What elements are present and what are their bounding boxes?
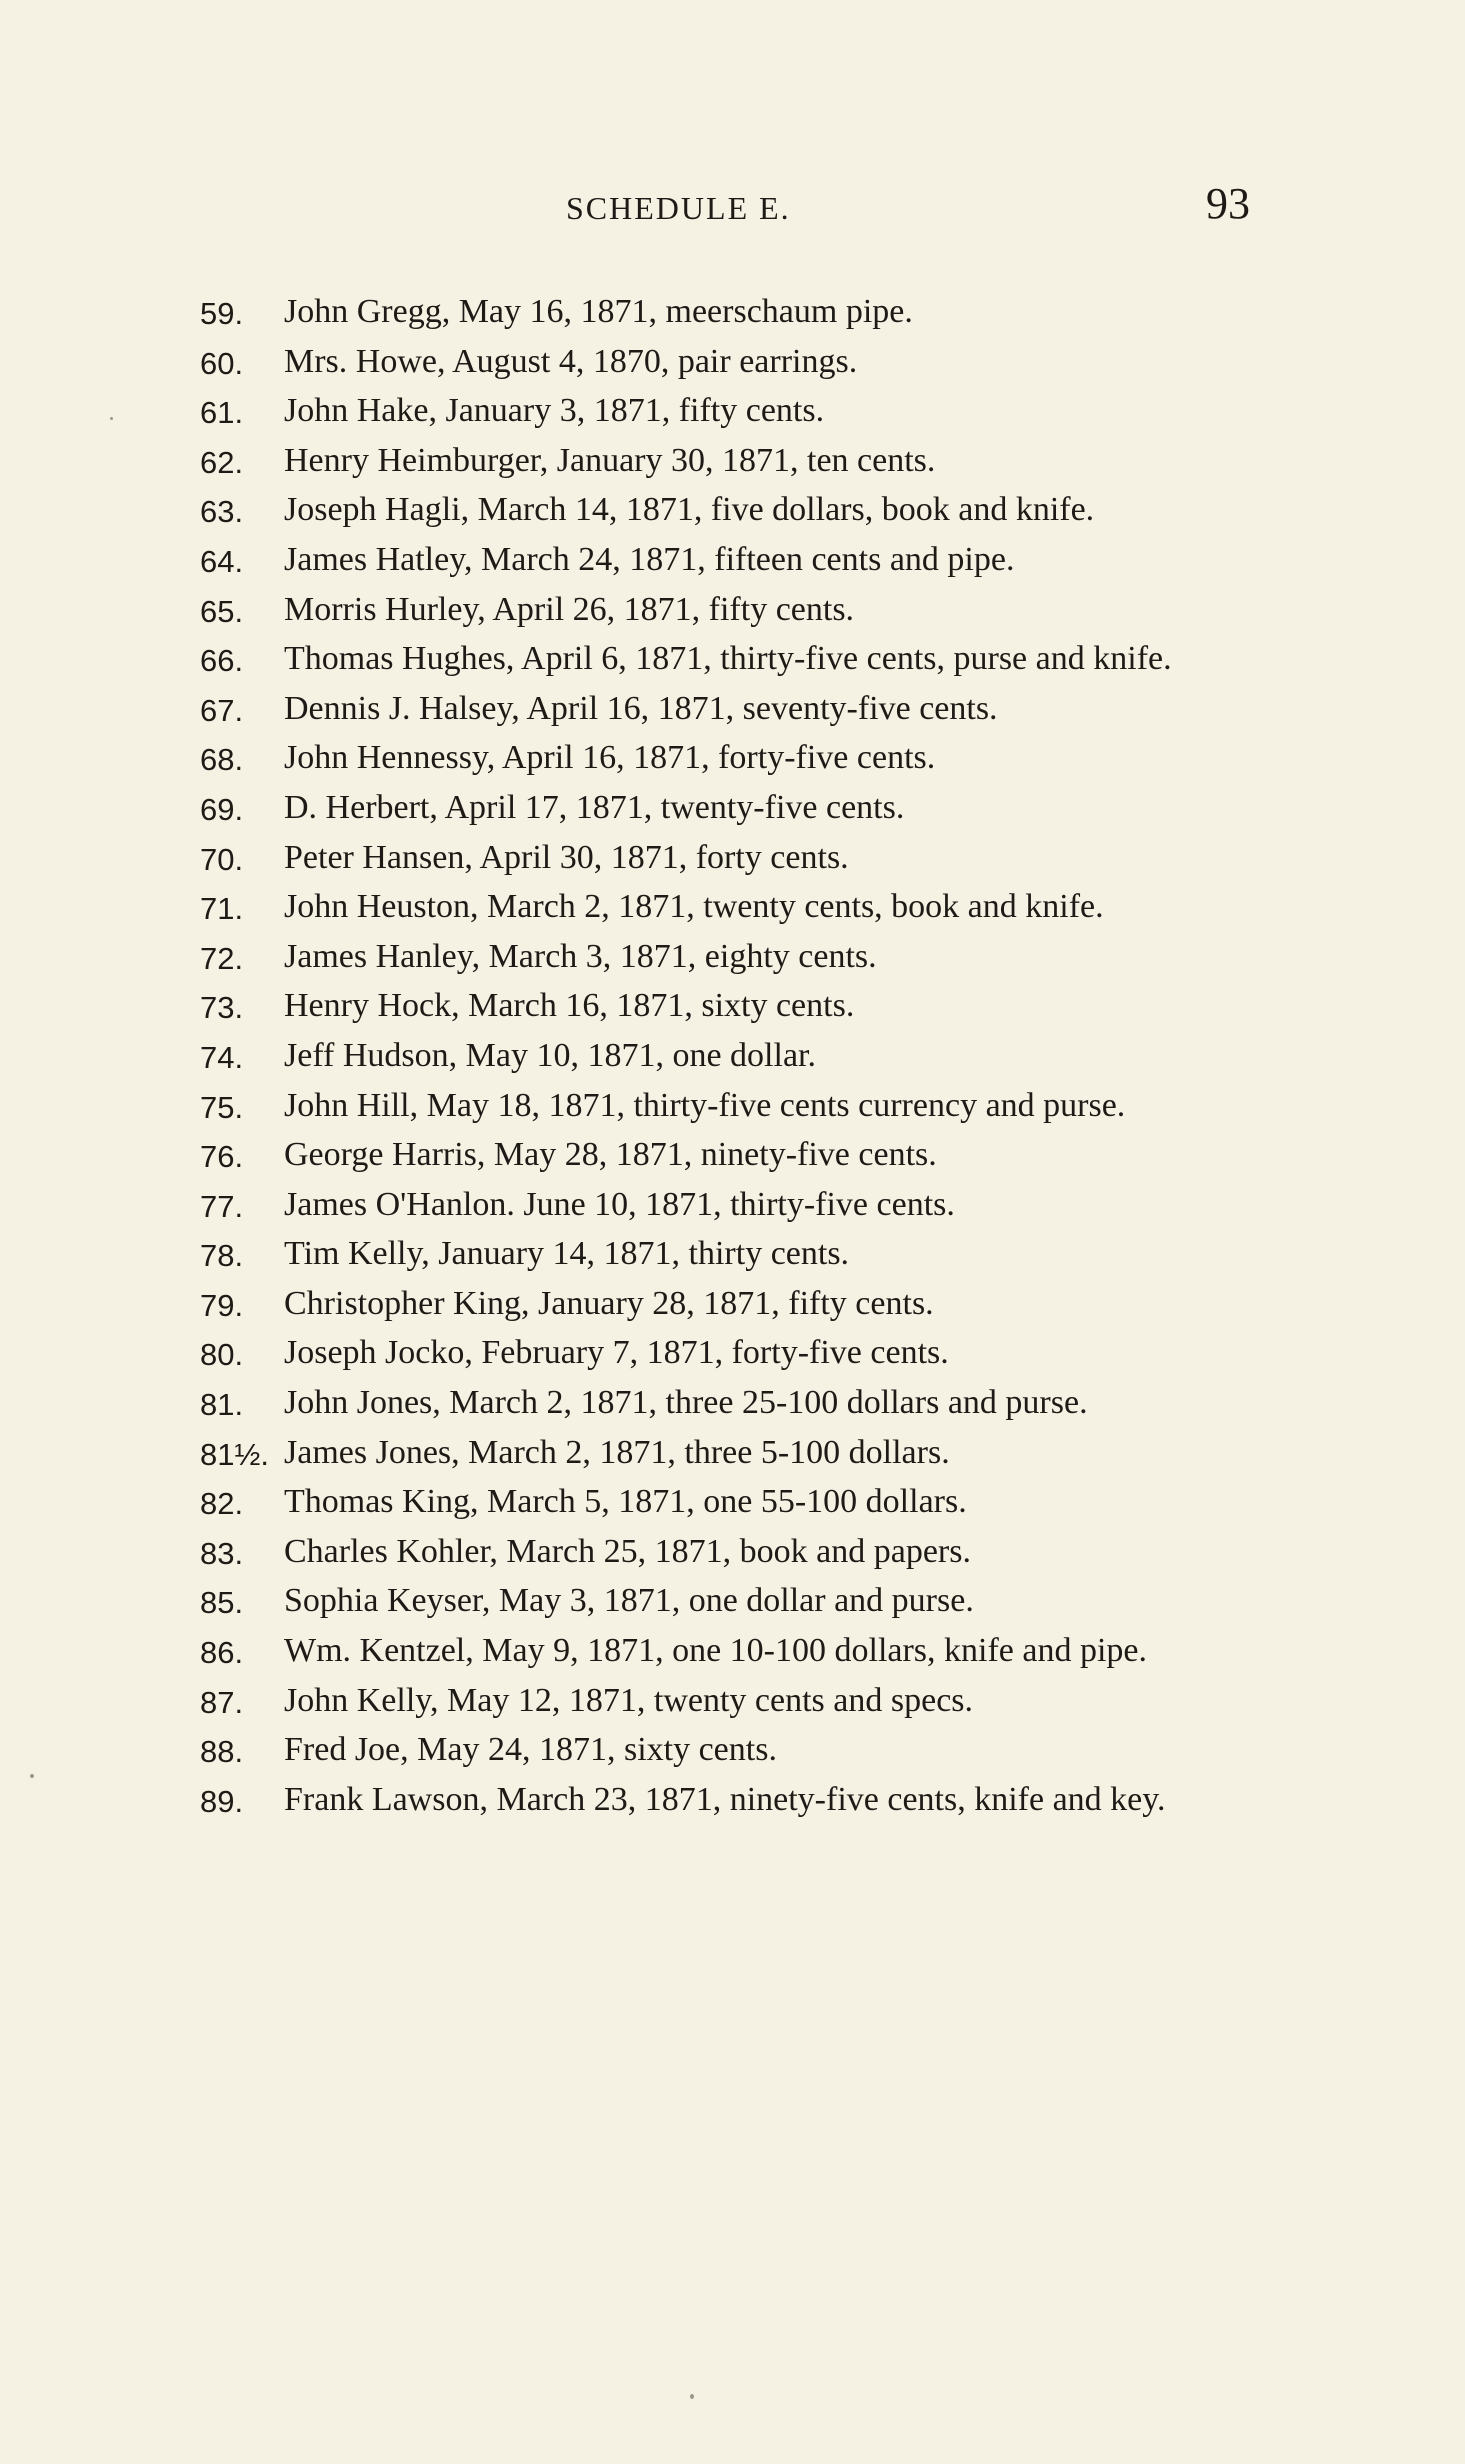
list-item — [200, 784, 1265, 834]
list-item — [200, 982, 1265, 1032]
entry-number: 61. — [200, 395, 244, 431]
entry-number: 77. — [200, 1188, 244, 1224]
entry-text: Christopher King, January 28, 1871, fifty cents. — [284, 1284, 934, 1322]
list-item — [200, 486, 1265, 536]
list-item — [200, 1280, 1265, 1330]
entry-text: Thomas King, March 5, 1871, one 55-100 dollars. — [284, 1483, 967, 1521]
entry-text: D. Herbert, April 17, 1871, twenty-five cents. — [284, 788, 905, 826]
list-item — [200, 635, 1265, 685]
list-item — [200, 1478, 1265, 1528]
list-item — [200, 1627, 1265, 1677]
entry-text: Frank Lawson, March 23, 1871, ninety-five cents, knife and key. — [284, 1780, 1166, 1818]
entry-number: 78. — [200, 1238, 244, 1274]
entry-text: Peter Hansen, April 30, 1871, forty cents. — [284, 838, 849, 876]
page-number: 93 — [1206, 179, 1250, 228]
list-item — [200, 1082, 1265, 1132]
paper-speck — [30, 1774, 34, 1778]
entry-text: Thomas Hughes, April 6, 1871, thirty-five cents, purse and knife. — [284, 640, 1172, 678]
entry-number: 88. — [200, 1734, 244, 1770]
page-header — [200, 178, 1250, 238]
list-item — [200, 1726, 1265, 1776]
entry-text: Joseph Jocko, February 7, 1871, forty-five cents. — [284, 1334, 949, 1372]
list-item — [200, 536, 1265, 586]
entry-number: 69. — [200, 791, 244, 827]
list-item — [200, 1776, 1265, 1826]
entry-number: 67. — [200, 692, 244, 728]
entry-number: 79. — [200, 1287, 244, 1323]
entry-text: Sophia Keyser, May 3, 1871, one dollar and purse. — [284, 1582, 974, 1620]
entry-number: 87. — [200, 1684, 244, 1720]
entry-number: 76. — [200, 1139, 244, 1175]
entry-text: John Heuston, March 2, 1871, twenty cents, book and knife. — [284, 888, 1104, 926]
entry-number: 73. — [200, 990, 244, 1026]
list-item — [200, 883, 1265, 933]
entry-number: 86. — [200, 1635, 244, 1671]
list-item — [200, 288, 1265, 338]
entry-text: John Hennessy, April 16, 1871, forty-five cents. — [284, 739, 936, 777]
entry-number: 80. — [200, 1337, 244, 1373]
list-item — [200, 734, 1265, 784]
entry-text: Fred Joe, May 24, 1871, sixty cents. — [284, 1731, 777, 1769]
list-item — [200, 1528, 1265, 1578]
list-item — [200, 1032, 1265, 1082]
entry-text: Wm. Kentzel, May 9, 1871, one 10-100 dollars, knife and pipe. — [284, 1632, 1148, 1670]
entry-number: 63. — [200, 494, 244, 530]
list-item — [200, 685, 1265, 735]
entry-text: Jeff Hudson, May 10, 1871, one dollar. — [284, 1036, 816, 1074]
entry-text: Joseph Hagli, March 14, 1871, five dollars, book and knife. — [284, 491, 1095, 529]
entry-text: James Hatley, March 24, 1871, fifteen cents and pipe. — [284, 540, 1015, 578]
entry-number: 68. — [200, 742, 244, 778]
entry-number: 83. — [200, 1535, 244, 1571]
list-item — [200, 1329, 1265, 1379]
list-item — [200, 1677, 1265, 1727]
entry-text: Morris Hurley, April 26, 1871, fifty cents. — [284, 590, 855, 628]
paper-speck — [690, 2394, 694, 2399]
entry-text: James Jones, March 2, 1871, three 5-100 dollars. — [284, 1433, 950, 1471]
entry-text: Tim Kelly, January 14, 1871, thirty cents. — [284, 1235, 850, 1273]
entry-number: 59. — [200, 296, 244, 331]
entry-number: 81. — [200, 1387, 244, 1423]
list-item — [200, 1230, 1265, 1280]
list-item — [200, 1379, 1265, 1429]
entry-text: James Hanley, March 3, 1871, eighty cents. — [284, 937, 877, 975]
entry-number: 66. — [200, 643, 244, 679]
entry-text: Mrs. Howe, August 4, 1870, pair earrings. — [284, 342, 858, 380]
entry-text: Dennis J. Halsey, April 16, 1871, seventy-five cents. — [284, 689, 998, 727]
entry-number: 72. — [200, 940, 244, 976]
list-item — [200, 1577, 1265, 1627]
list-item — [200, 338, 1265, 388]
list-item — [200, 933, 1265, 983]
list-item — [200, 586, 1265, 636]
entry-number: 60. — [200, 345, 244, 381]
entry-number: 89. — [200, 1783, 244, 1819]
entry-number: 81½. — [200, 1436, 269, 1472]
entry-number: 75. — [200, 1089, 244, 1125]
entry-number: 82. — [200, 1486, 244, 1522]
entry-number: 85. — [200, 1585, 244, 1621]
list-item — [200, 387, 1265, 437]
entry-number: 70. — [200, 841, 244, 877]
entry-text: John Kelly, May 12, 1871, twenty cents and specs. — [284, 1681, 974, 1719]
list-item — [200, 437, 1265, 487]
schedule-entries-list — [200, 288, 1265, 1825]
list-item — [200, 1181, 1265, 1231]
entry-text: John Hake, January 3, 1871, fifty cents. — [284, 392, 825, 430]
entry-text: John Gregg, May 16, 1871, meerschaum pipe. — [284, 293, 913, 330]
entry-number: 71. — [200, 891, 244, 927]
entry-text: John Hill, May 18, 1871, thirty-five cents currency and purse. — [284, 1086, 1126, 1124]
list-item — [200, 1131, 1265, 1181]
entry-number: 62. — [200, 444, 244, 480]
entry-number: 74. — [200, 1039, 244, 1075]
entry-number: 64. — [200, 543, 244, 579]
list-item — [200, 1429, 1265, 1479]
list-item — [200, 834, 1265, 884]
running-title: SCHEDULE E. — [566, 190, 791, 226]
entry-text: James O'Hanlon. June 10, 1871, thirty-five cents. — [284, 1185, 955, 1223]
entry-text: Charles Kohler, March 25, 1871, book and papers. — [284, 1532, 971, 1570]
entry-text: Henry Hock, March 16, 1871, sixty cents. — [284, 987, 855, 1025]
entry-text: George Harris, May 28, 1871, ninety-five cents. — [284, 1136, 937, 1174]
entry-text: Henry Heimburger, January 30, 1871, ten cents. — [284, 441, 936, 479]
entry-number: 65. — [200, 593, 244, 629]
paper-speck — [110, 417, 113, 420]
entry-text: John Jones, March 2, 1871, three 25-100 dollars and purse. — [284, 1384, 1088, 1422]
